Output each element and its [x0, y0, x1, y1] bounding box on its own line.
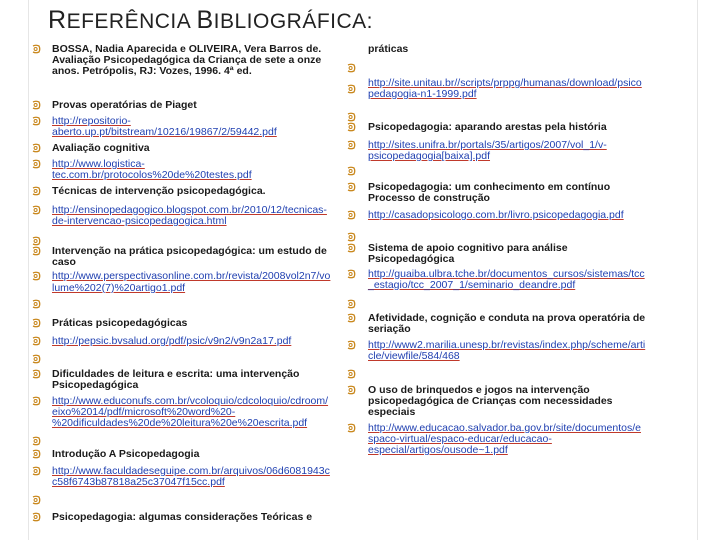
right-reference-link[interactable]: psicopedagogia[baixa].pdf	[368, 150, 491, 162]
right-reference-title: Psicopedagogia: um conhecimento em contínuo	[368, 181, 611, 193]
rounded-bullet-icon	[31, 369, 42, 380]
rounded-bullet-icon	[346, 232, 357, 243]
rounded-bullet-icon	[31, 299, 42, 310]
right-reference-title: práticas	[368, 43, 409, 55]
rounded-bullet-icon	[31, 44, 42, 55]
left-reference-title: Introdução A Psicopedagogia	[52, 448, 200, 460]
rounded-bullet-icon	[346, 299, 357, 310]
rounded-bullet-icon	[31, 512, 42, 523]
rounded-bullet-icon	[31, 449, 42, 460]
left-reference-title: Psicopedagogia: algumas considerações Teóricas e	[52, 511, 313, 523]
rounded-bullet-icon	[31, 246, 42, 257]
left-reference-link[interactable]: http://ensinopedagogico.blogspot.com.br/2010/12/tecnicas-	[52, 204, 327, 216]
right-reference-link[interactable]: spaco-virtual/espaco-educar/educacao-	[368, 433, 552, 445]
rounded-bullet-icon	[346, 166, 357, 177]
rounded-bullet-icon	[31, 495, 42, 506]
right-decorative-border	[697, 0, 720, 540]
left-decorative-border	[0, 0, 29, 540]
left-reference-link[interactable]: http://repositorio-	[52, 115, 131, 127]
left-reference-title: Práticas psicopedagógicas	[52, 317, 188, 329]
rounded-bullet-icon	[31, 205, 42, 216]
right-reference-title: Processo de construção	[368, 192, 490, 204]
rounded-bullet-icon	[346, 210, 357, 221]
right-reference-title: psicopedagógica de Crianças com necessidades	[368, 395, 613, 407]
left-reference-link[interactable]: tec.com.br/protocolos%20de%20testes.pdf	[52, 169, 252, 181]
rounded-bullet-icon	[346, 313, 357, 324]
left-reference-link[interactable]: http://pepsic.bvsalud.org/pdf/psic/v9n2/v9n2a17.pdf	[52, 335, 292, 347]
left-reference-link[interactable]: eixo%2014/pdf/microsoft%20word%20-	[52, 406, 236, 418]
left-reference-link[interactable]: http://www.perspectivasonline.com.br/revista/2008vol2n7/vo	[52, 270, 331, 282]
right-reference-title: seriação	[368, 323, 411, 335]
left-reference-link[interactable]: http://www.faculdadeseguipe.com.br/arquivos/06d6081943c	[52, 465, 330, 477]
left-reference-link[interactable]: de-intervencao-psicopedagogica.html	[52, 215, 227, 227]
left-reference-title: BOSSA, Nadia Aparecida e OLIVEIRA, Vera Barros de.	[52, 43, 322, 55]
left-reference-title: Técnicas de intervenção psicopedagógica.	[52, 185, 266, 197]
left-reference-link[interactable]: lume%202(7)%20artigo1.pdf	[52, 282, 186, 294]
right-reference-title: Psicopedagogia: aparando arestas pela história	[368, 121, 607, 133]
right-reference-title: especiais	[368, 406, 416, 418]
left-reference-title: caso	[52, 256, 76, 268]
rounded-bullet-icon	[31, 336, 42, 347]
rounded-bullet-icon	[346, 269, 357, 280]
left-reference-title: Dificuldades de leitura e escrita: uma intervenção	[52, 368, 300, 380]
left-reference-link[interactable]: aberto.up.pt/bitstream/10216/19867/2/59442.pdf	[52, 126, 277, 138]
rounded-bullet-icon	[346, 84, 357, 95]
right-reference-link[interactable]: http://sites.unifra.br/portals/35/artigos/2007/vol_1/v-	[368, 139, 607, 151]
right-reference-link[interactable]: pedagogia-n1-1999.pdf	[368, 88, 477, 100]
left-reference-title: Intervenção na prática psicopedagógica: um estudo de	[52, 245, 327, 257]
right-reference-title: Afetividade, cognição e conduta na prova operatória de	[368, 312, 646, 324]
right-reference-link[interactable]: http://casadopsicologo.com.br/livro.psicopedagogia.pdf	[368, 209, 624, 221]
rounded-bullet-icon	[31, 143, 42, 154]
rounded-bullet-icon	[31, 396, 42, 407]
rounded-bullet-icon	[31, 186, 42, 197]
right-reference-title: O uso de brinquedos e jogos na intervenção	[368, 384, 590, 396]
left-reference-title: Psicopedagógica	[52, 379, 139, 391]
slide-title: REFERÊNCIA BIBLIOGRÁFICA:	[48, 6, 373, 34]
rounded-bullet-icon	[31, 100, 42, 111]
rounded-bullet-icon	[346, 385, 357, 396]
right-reference-link[interactable]: http://guaiba.ulbra.tche.br/documentos_cursos/sistemas/tcc	[368, 268, 645, 280]
rounded-bullet-icon	[31, 436, 42, 447]
rounded-bullet-icon	[346, 122, 357, 133]
left-reference-link[interactable]: c58f6743b87818a25c37047f15cc.pdf	[52, 476, 225, 488]
rounded-bullet-icon	[31, 354, 42, 365]
left-reference-link[interactable]: %20dificuldades%20de%20leitura%20e%20escrita.pdf	[52, 417, 308, 429]
rounded-bullet-icon	[346, 63, 357, 74]
left-reference-title: Avaliação Psicopedagógica da Criança de sete a onze	[52, 54, 322, 66]
right-reference-link[interactable]: cle/viewfile/584/468	[368, 350, 460, 362]
right-reference-link[interactable]: http://www2.marilia.unesp.br/revistas/index.php/scheme/arti	[368, 339, 646, 351]
rounded-bullet-icon	[346, 340, 357, 351]
left-reference-title: anos. Petrópolis, RJ: Vozes, 1996. 4ª ed.	[52, 65, 252, 77]
rounded-bullet-icon	[31, 466, 42, 477]
rounded-bullet-icon	[346, 140, 357, 151]
right-reference-title: Psicopedagógica	[368, 253, 455, 265]
rounded-bullet-icon	[346, 369, 357, 380]
left-reference-title: Provas operatórias de Piaget	[52, 99, 197, 111]
rounded-bullet-icon	[346, 182, 357, 193]
left-reference-link[interactable]: http://www.educonufs.com.br/vcoloquio/cdcoloquio/cdroom/	[52, 395, 329, 407]
right-reference-link[interactable]: especial/artigos/ousode~1.pdf	[368, 444, 508, 456]
rounded-bullet-icon	[31, 116, 42, 127]
rounded-bullet-icon	[346, 243, 357, 254]
left-reference-link[interactable]: http://www.logistica-	[52, 158, 145, 170]
right-reference-link[interactable]: _estagio/tcc_2007_1/seminario_deandre.pdf	[368, 279, 576, 291]
right-reference-link[interactable]: http://www.educacao.salvador.ba.gov.br/site/documentos/e	[368, 422, 641, 434]
right-reference-title: Sistema de apoio cognitivo para análise	[368, 242, 568, 254]
rounded-bullet-icon	[31, 318, 42, 329]
rounded-bullet-icon	[31, 271, 42, 282]
left-reference-title: Avaliação cognitiva	[52, 142, 150, 154]
rounded-bullet-icon	[31, 159, 42, 170]
rounded-bullet-icon	[346, 423, 357, 434]
right-reference-link[interactable]: http://site.unitau.br//scripts/prppg/humanas/download/psico	[368, 77, 642, 89]
